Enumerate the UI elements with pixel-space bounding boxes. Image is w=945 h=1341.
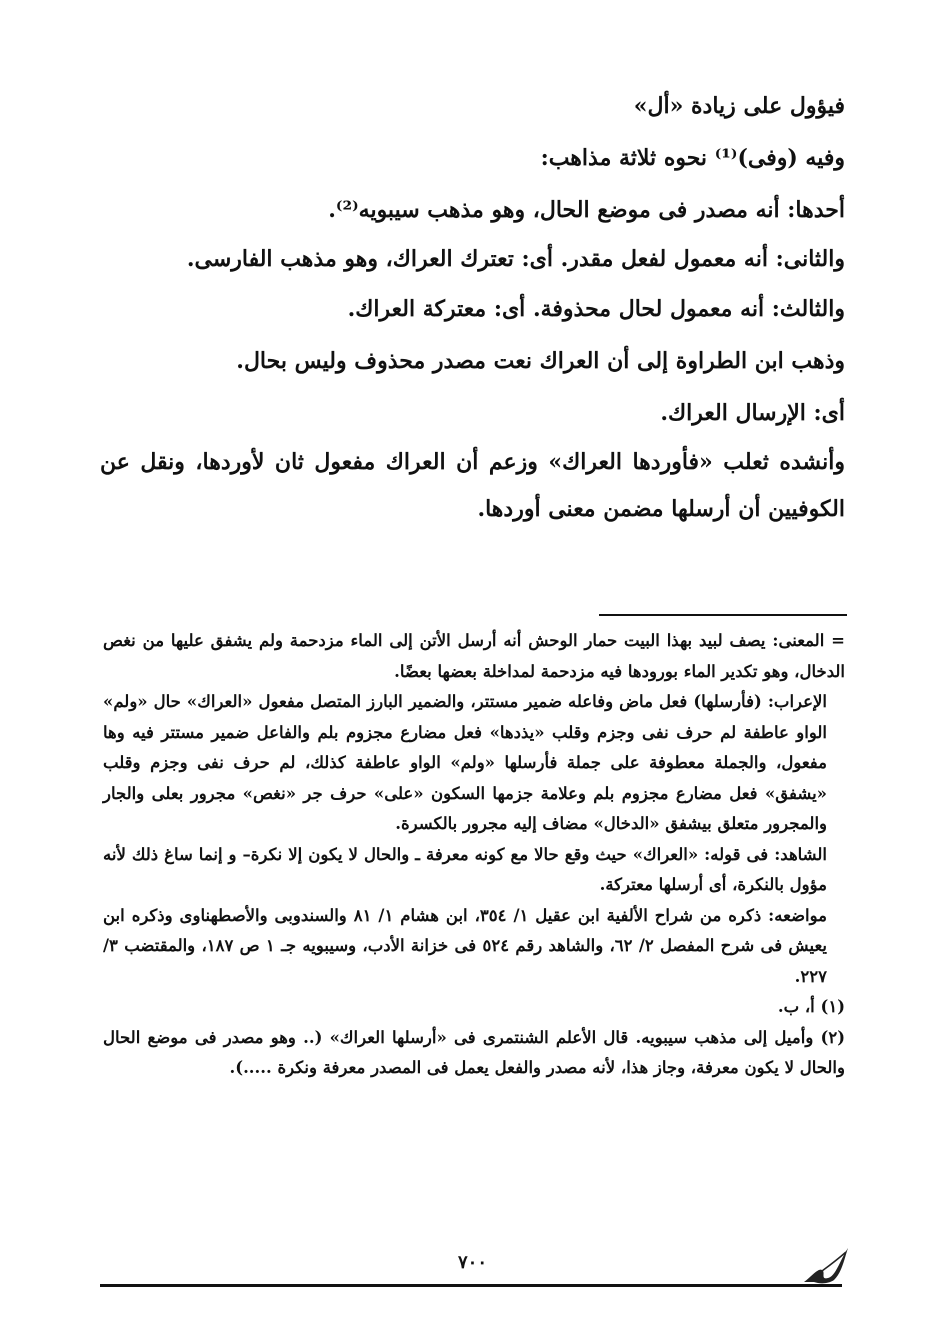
- main-line-7: أى: الإرسال العراك.: [660, 400, 845, 426]
- main-line-4: والثانى: أنه معمول لفعل مقدر. أى: تعترك العراك، وهو مذهب الفارسى.: [186, 246, 845, 272]
- footnotes-block: [103, 626, 845, 1084]
- main-line-6: وذهب ابن الطراوة إلى أن العراك نعت مصدر محذوف وليس بحال.: [236, 348, 845, 374]
- main-text-block: [100, 80, 845, 533]
- footnote-1: (١) أ، ب.: [777, 997, 845, 1016]
- page-number: ٧٠٠: [457, 1252, 487, 1273]
- footnote-evidence: الشاهد: فى قوله: «العراك» حيث وقع حالا مع كونه معرفة ـ والحال لا يكون إلا نكرة– و إنما ساغ ذلك لأنه مؤول بالنكرة، أى أرسلها معتركة.: [103, 844, 827, 894]
- footnote-parsing: الإعراب: (فأرسلها) فعل ماض وفاعله ضمير مستتر، والضمير البارز المتصل مفعول «العراك» حال «ولم» الواو عاطفة لم حرف نفى وجزم وقلب «يذدها» فعل مضارع مجزوم بلم والفاعل ضمير مستتر فيه وها مفعول، والجملة معطوفة على جملة فأرسلها «ولم» الواو عاطفة كذلك، لم حرف نفى وجزم وقلب «يشفق» فعل مضارع مجزوم بلم وعلامة جزمها السكون «على» حرف جر «نغص» مجرور بعلى والجار والمجرور متعلق بيشفق «الدخال» مضاف إليه مجرور بالكسرة.: [103, 692, 827, 833]
- footnote-separator: [599, 614, 847, 616]
- corner-ornament-icon: [800, 1242, 852, 1286]
- bottom-rule: [100, 1284, 842, 1287]
- footnote-2: (٢) وأميل إلى مذهب سيبويه. قال الأعلم الشنتمرى فى «أرسلها العراك» (.. وهو مصدر فى موضع الحال والحال لا يكون معرفة، وجاز هذا، لأنه مصدر والفعل يعمل فى المصدر معرفة ونكرة .....).: [103, 1027, 845, 1077]
- main-line-2: وفيه (وفى)⁽¹⁾ نحوه ثلاثة مذاهب:: [540, 145, 845, 171]
- main-line-8: وأنشده ثعلب «فأوردها العراك» وزعم أن العراك مفعول ثان لأوردها، ونقل عن الكوفيين أن أرسلها مضمن معنى أوردها.: [100, 449, 845, 522]
- footnote-sources: مواضعه: ذكره من شراح الألفية ابن عقيل ١/ ٣٥٤، ابن هشام ١/ ٨١ والسندوبى والأصطهناوى وذكره ابن يعيش فى شرح المفصل ٢/ ٦٢، والشاهد رقم ٥٢٤ فى خزانة الأدب، وسيبويه جـ ١ ص ١٨٧، والمقتضب ٣/ ٢٢٧.: [103, 905, 827, 986]
- main-line-5: والثالث: أنه معمول لحال محذوفة. أى: معتركة العراك.: [347, 296, 845, 322]
- footnote-meaning: = المعنى: يصف لبيد بهذا البيت حمار الوحش أنه أرسل الأتن إلى الماء مزدحمة ولم يشفق عليها من نغص الدخال، وهو تكدير الماء بورودها فيه مزدحمة لمداخلة بعضها بعضًا.: [103, 631, 845, 681]
- main-line-1: فيؤول على زيادة «أل»: [633, 93, 845, 119]
- main-line-3: أحدها: أنه مصدر فى موضع الحال، وهو مذهب سيبويه⁽²⁾.: [328, 197, 845, 223]
